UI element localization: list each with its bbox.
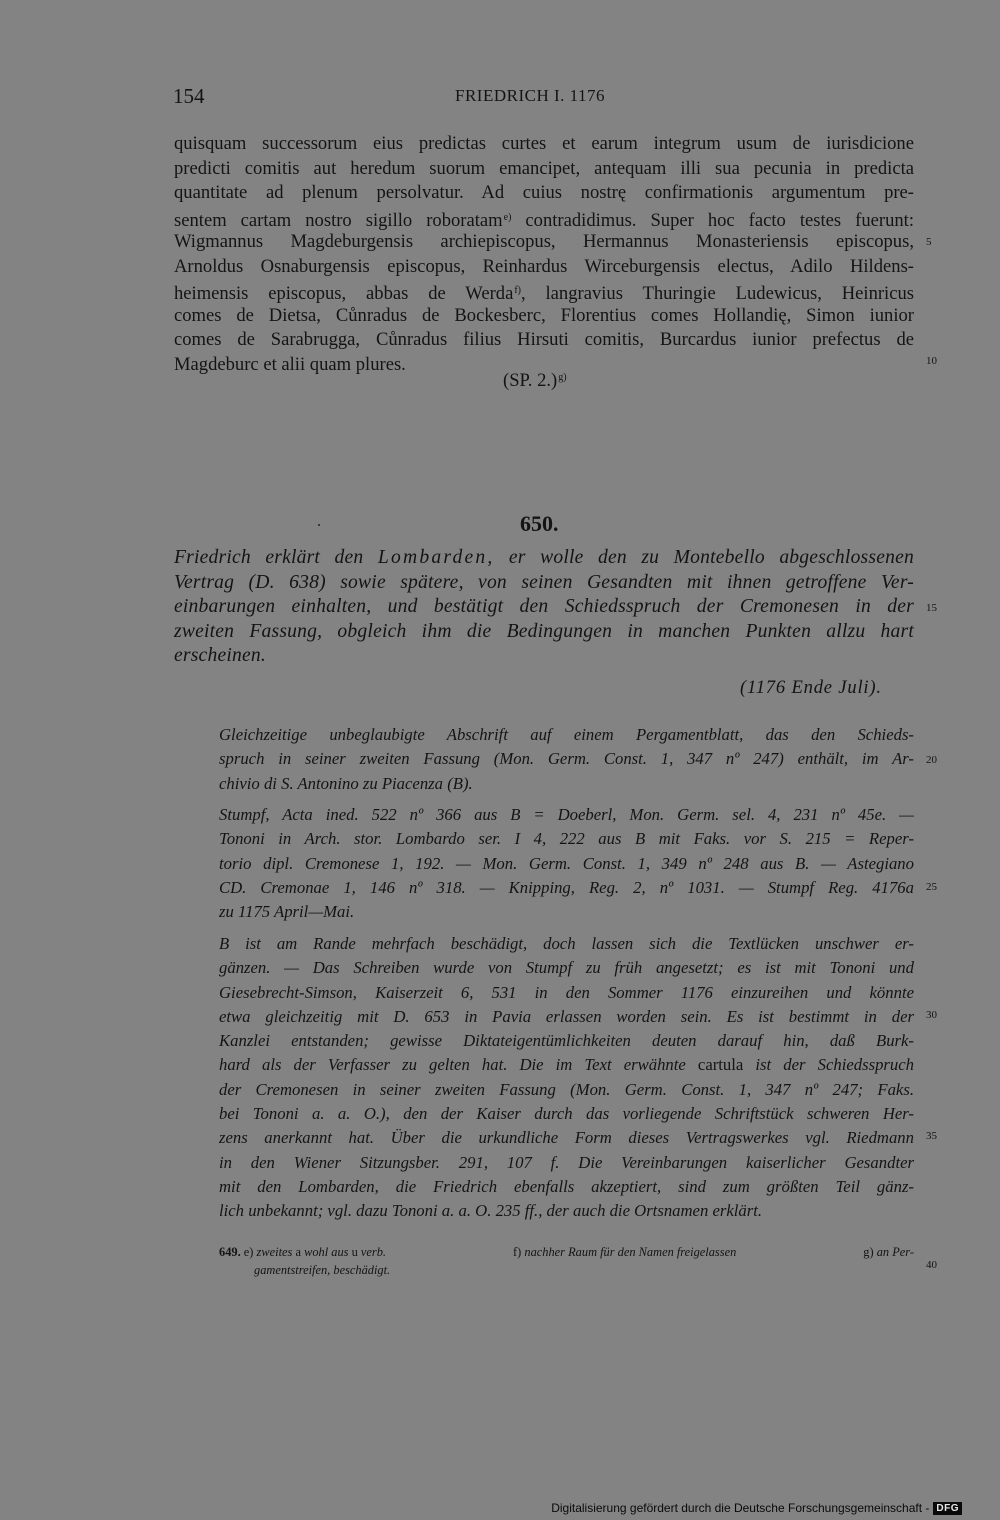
text-line: comes de Dietsa, Cůnradus de Bockesberc, Florentius comes Hollandię, Simon iunior (174, 304, 914, 326)
text-fragment: , langravius Thuringie Ludewicus, Heinricus (521, 283, 915, 304)
scan-speck (318, 524, 320, 526)
apparatus-line: torio dipl. Cremonese 1, 192. — Mon. Germ. Const. 1, 349 nº 248 aus B. — Astegiano (219, 853, 914, 873)
apparatus-line: etwa gleichzeitig mit D. 653 in Pavia erlassen worden sein. Es ist bestimmt in der (219, 1006, 914, 1026)
document-summary (174, 546, 914, 669)
note-marker-g: g) (558, 372, 567, 383)
text-line: Wigmannus Magdeburgensis archiepiscopus, Hermannus Monasteriensis episcopus, (174, 231, 914, 252)
sp-reference: (SP. 2.)$^{g)}$ (503, 370, 567, 391)
line-number: 10 (926, 355, 937, 367)
summary-line: Friedrich erklärt den Lombarden, er wolle den zu Montebello abgeschlossenen (174, 547, 914, 568)
running-header-title: FRIEDRICH I. 1176 (455, 86, 606, 105)
apparatus-line: Tononi in Arch. stor. Lombardo ser. I 4, 222 aus B mit Faks. vor S. 215 = Reper- (219, 829, 914, 849)
apparatus-line: zu 1175 April—Mai. (219, 902, 355, 922)
text-fragment: sentem cartam nostro sigillo roboratam (174, 209, 503, 231)
text-line: quantitate ad plenum persolvatur. Ad cuius nostrę confirmationis argumentum pre- (174, 182, 914, 203)
document-date: (1176 Ende Juli). (740, 677, 882, 698)
spaced-word: Lombarden, (377, 547, 495, 568)
editions-note (219, 803, 914, 924)
text-line: predicti comitis aut heredum suorum emancipet, antequam illi sua pecunia in predicta (174, 157, 914, 179)
line-number: 30 (926, 1009, 937, 1021)
note-marker-f: f) (514, 285, 522, 296)
footnote-line (219, 1243, 914, 1261)
apparatus-line: bei Tononi a. a. O.), den der Kaiser durch das vorliegende Schriftstück schweren Her- (219, 1104, 914, 1124)
text-line: comes de Sarabrugga, Cůnradus filius Hirsuti comitis, Burcardus iunior prefectus de (174, 329, 914, 350)
text-line: Arnoldus Osnaburgensis episcopus, Reinhardus Wirceburgensis electus, Adilo Hildens- (174, 255, 914, 277)
text-line (174, 206, 914, 231)
digitization-credit (551, 1501, 962, 1515)
document-number: 650. (520, 511, 559, 536)
apparatus-line: Giesebrecht-Simson, Kaiserzeit 6, 531 in den Sommer 1176 einzureihen und könnte (219, 982, 914, 1002)
text-fragment: heimensis episcopus, abbas de Werda (174, 283, 514, 304)
apparatus-line: hard als der Verfasser zu gelten hat. Die im Text erwähnte cartula ist der Schiedsspruch (219, 1055, 914, 1075)
apparatus-line: zens anerkannt hat. Über die urkundliche Form dieses Vertragswerkes vgl. Riedmann (219, 1128, 914, 1148)
apparatus-line: in den Wiener Sitzungsber. 291, 107 f. Die Vereinbarungen kaiserlicher Gesandter (219, 1152, 914, 1172)
apparatus-line: spruch in seiner zweiten Fassung (Mon. Germ. Const. 1, 347 nº 247) enthält, im Ar- (219, 749, 914, 769)
footnote-g: g) an Per- (863, 1245, 914, 1259)
line-number: 15 (926, 602, 937, 614)
apparatus-line: mit den Lombarden, die Friedrich ebenfalls akzeptiert, sind zum größten Teil gänz- (219, 1176, 914, 1196)
footnote-line: gamentstreifen, beschädigt. (254, 1263, 391, 1277)
summary-line: erscheinen. (174, 645, 266, 667)
text-fragment: contradidimus. Super hoc facto testes fuerunt: (525, 209, 914, 231)
text-line: quisquam successorum eius predictas curtes et earum integrum usum de iurisdicione (174, 133, 914, 154)
text-line: Magdeburc et alii quam plures. (174, 353, 406, 375)
text-line (174, 279, 914, 304)
page-number: 154 (173, 84, 205, 108)
footnote-e: 649. e) zweites a wohl aus u verb. (219, 1245, 387, 1259)
apparatus-line: B ist am Rande mehrfach beschädigt, doch lassen sich die Textlücken unschwer er- (219, 934, 914, 953)
line-number: 35 (926, 1130, 937, 1142)
apparatus-line: gänzen. — Das Schreiben wurde von Stumpf zu früh angesetzt; es ist mit Tononi und (219, 958, 914, 978)
line-number: 5 (926, 236, 932, 248)
apparatus-line: Gleichzeitige unbeglaubigte Abschrift auf einem Pergamentblatt, das den Schieds- (219, 725, 914, 744)
previous-document-text (174, 132, 914, 377)
summary-line: einbarungen einhalten, und bestätigt den Schiedsspruch der Cremonesen in der (174, 596, 914, 618)
footnotes (219, 1243, 914, 1279)
apparatus-line: CD. Cremonae 1, 146 nº 318. — Knipping, Reg. 2, nº 1031. — Stumpf Reg. 4176a (219, 877, 914, 897)
apparatus-line: der Cremonesen in seiner zweiten Fassung (Mon. Germ. Const. 1, 347 nº 247; Faks. (219, 1079, 914, 1099)
dfg-logo-icon: DFG (933, 1502, 962, 1515)
line-number: 25 (926, 881, 937, 893)
upright-word: cartula (697, 1055, 744, 1075)
line-number: 40 (926, 1259, 937, 1271)
summary-line: Vertrag (D. 638) sowie spätere, von seinen Gesandten mit ihnen getroffene Ver- (174, 571, 914, 593)
apparatus-line: Stumpf, Acta ined. 522 nº 366 aus B = Doeberl, Mon. Germ. sel. 4, 231 nº 45e. — (219, 805, 914, 824)
apparatus-line: lich unbekannt; vgl. dazu Tononi a. a. O. 235 ff., der auch die Ortsnamen erklärt. (219, 1201, 763, 1221)
note-marker-e: e) (503, 211, 512, 223)
summary-line: zweiten Fassung, obgleich ihm die Bedingungen in manchen Punkten allzu hart (174, 620, 914, 642)
commentary-note (219, 932, 914, 1224)
footnote-f: f) nachher Raum für den Namen freigelassen (513, 1245, 737, 1259)
line-number: 20 (926, 754, 937, 766)
tradition-note (219, 723, 914, 796)
apparatus-line: Kanzlei entstanden; gewisse Diktateigentümlichkeiten deuten darauf hin, daß Burk- (219, 1031, 914, 1051)
apparatus-line: chivio di S. Antonino zu Piacenza (B). (219, 773, 473, 793)
credit-text: Digitalisierung gefördert durch die Deutsche Forschungsgemeinschaft - (551, 1501, 930, 1515)
